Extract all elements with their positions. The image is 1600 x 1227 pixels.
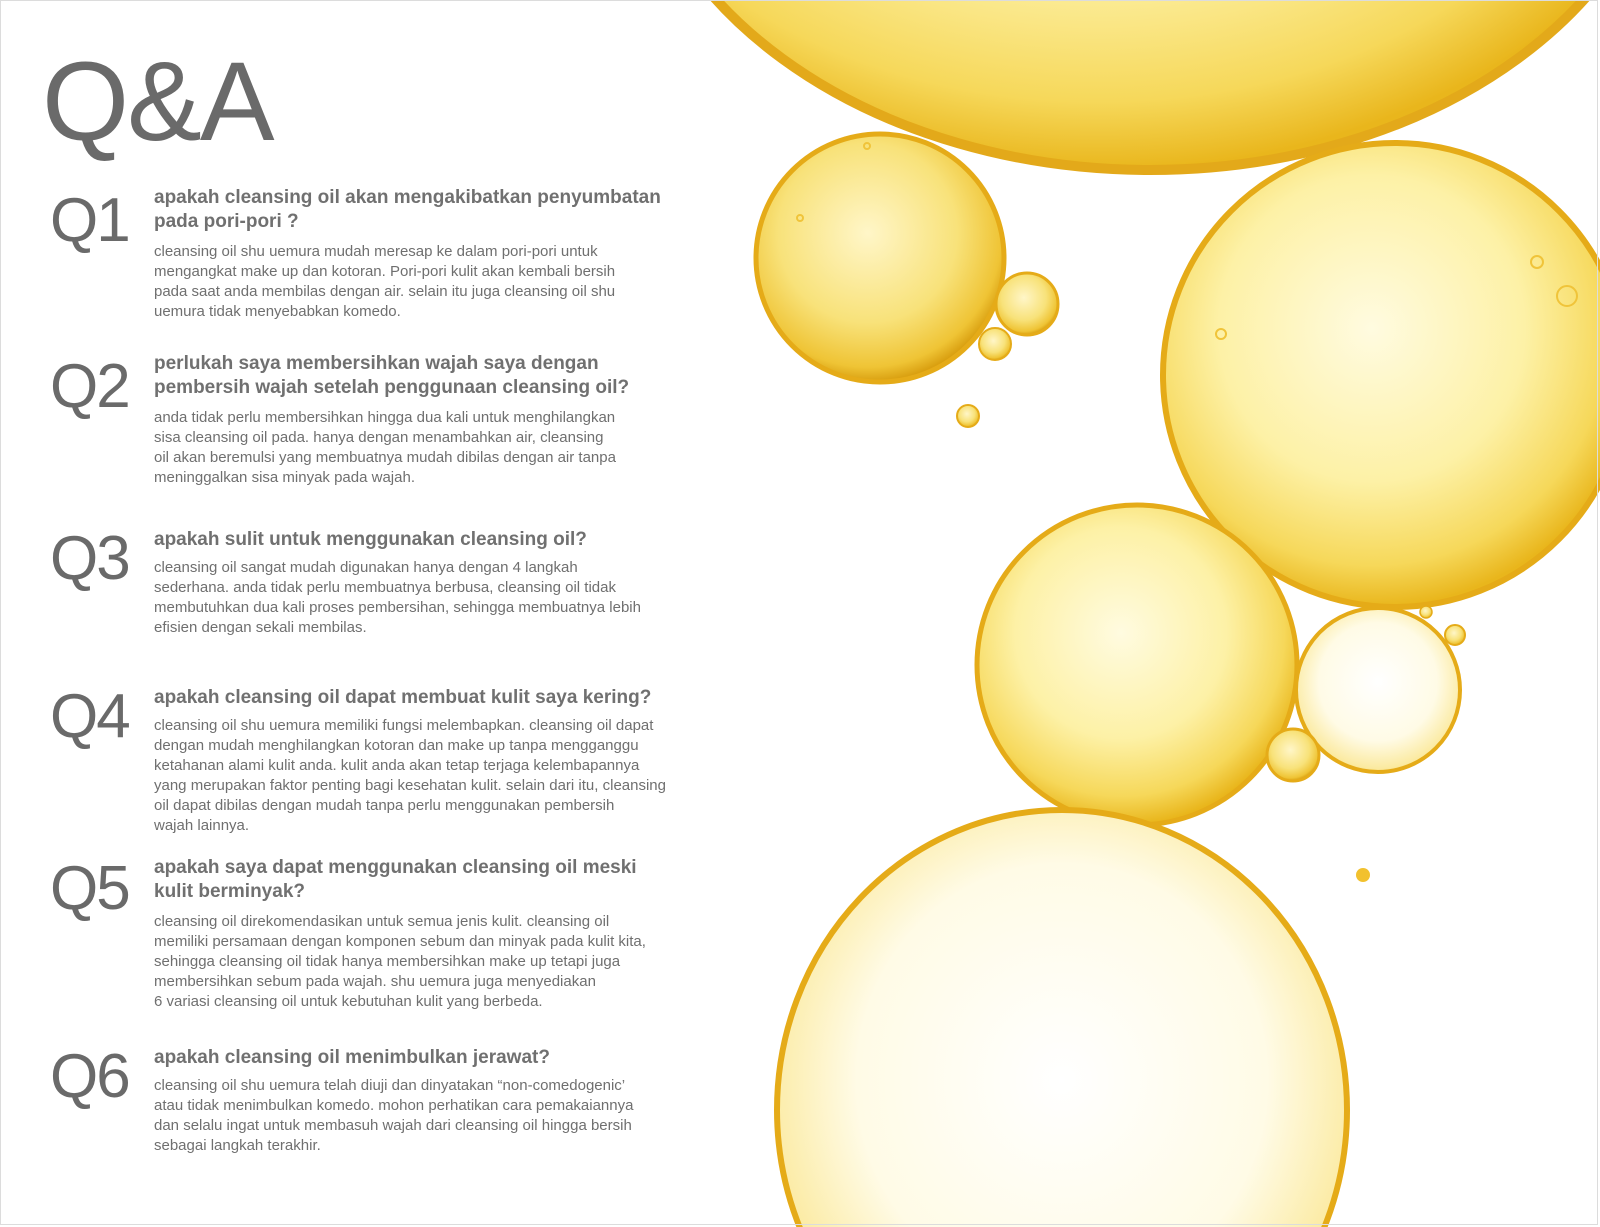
question-text: perlukah saya membersihkan wajah saya dengan pembersih wajah setelah penggunaan cleansing oil? <box>154 353 630 398</box>
question-text: apakah saya dapat menggunakan cleansing oil meski kulit berminyak? <box>154 857 637 902</box>
bubble-tiny-3 <box>1420 606 1432 618</box>
answer-text: cleansing oil direkomendasikan untuk semua jenis kulit. cleansing oil memiliki persamaan dengan komponen sebum dan minyak pada kulit kita, sehingga cleansing oil tidak hanya membersihkan make up tetapi juga membersihkan sebum pada wajah. shu uemura juga menyediakan 6 variasi cleansing oil untuk kebutuhan kulit yang berbeda. <box>154 913 646 1010</box>
question-text: apakah cleansing oil dapat membuat kulit saya kering? <box>154 687 652 708</box>
top-arc-bubble <box>630 0 1600 170</box>
bubble-tiny-1 <box>957 405 979 427</box>
bubble-tiny-2 <box>1445 625 1465 645</box>
bubble-tiny-4 <box>1356 868 1370 882</box>
bubble-upper-left <box>756 134 1004 382</box>
question-number: Q5 <box>50 854 129 923</box>
question-text: apakah cleansing oil menimbulkan jerawat? <box>154 1047 550 1068</box>
question-text: apakah cleansing oil akan mengakibatkan penyumbatan pada pori-pori ? <box>154 187 661 232</box>
bubble-small-2 <box>979 328 1011 360</box>
bubble-middle-right <box>1296 608 1460 772</box>
bubble-small-1 <box>996 273 1058 335</box>
answer-text: anda tidak perlu membersihkan hingga dua kali untuk menghilangkan sisa cleansing oil pada. hanya dengan menambahkan air, cleansing oil akan beremulsi yang membuatnya mudah dibilas dengan air tanpa meninggalkan sisa minyak pada wajah. <box>154 409 616 486</box>
question-number: Q1 <box>50 186 129 255</box>
bubble-middle <box>977 505 1297 825</box>
answer-text: cleansing oil shu uemura telah diuji dan dinyatakan “non-comedogenic’ atau tidak menimbulkan komedo. mohon perhatikan cara pemakaiannya dan selalu ingat untuk membasuh wajah dari cleansing oil hingga bersih sebagai langkah terakhir. <box>154 1077 634 1154</box>
bubble-bottom-large <box>777 810 1347 1227</box>
question-text: apakah sulit untuk menggunakan cleansing oil? <box>154 529 587 550</box>
question-number: Q4 <box>50 682 129 751</box>
question-number: Q2 <box>50 352 129 421</box>
page-title: Q&A <box>42 39 273 164</box>
answer-text: cleansing oil sangat mudah digunakan hanya dengan 4 langkah sederhana. anda tidak perlu membuatnya berbusa, cleansing oil tidak membutuhkan dua kali proses pembersihan, sehingga membuatnya lebih efisien dengan sekali membilas. <box>154 559 641 636</box>
bubble-small-3 <box>1267 729 1319 781</box>
answer-text: cleansing oil shu uemura memiliki fungsi melembapkan. cleansing oil dapat dengan mudah menghilangkan kotoran dan make up tanpa mengganggu ketahanan alami kulit anda. kulit anda akan tetap terjaga kelembapannya yang merupakan faktor penting bagi kesehatan kulit. selain dari itu, cleansing oil dapat dibilas dengan mudah tanpa perlu menggunakan pembersih wajah lainnya. <box>154 717 666 834</box>
answer-text: cleansing oil shu uemura mudah meresap ke dalam pori-pori untuk mengangkat make up dan kotoran. Pori-pori kulit akan kembali bersih pada saat anda membilas dengan air. selain itu juga cleansing oil shu uemura tidak menyebabkan komedo. <box>154 243 616 320</box>
question-number: Q6 <box>50 1042 129 1111</box>
question-number: Q3 <box>50 524 129 593</box>
